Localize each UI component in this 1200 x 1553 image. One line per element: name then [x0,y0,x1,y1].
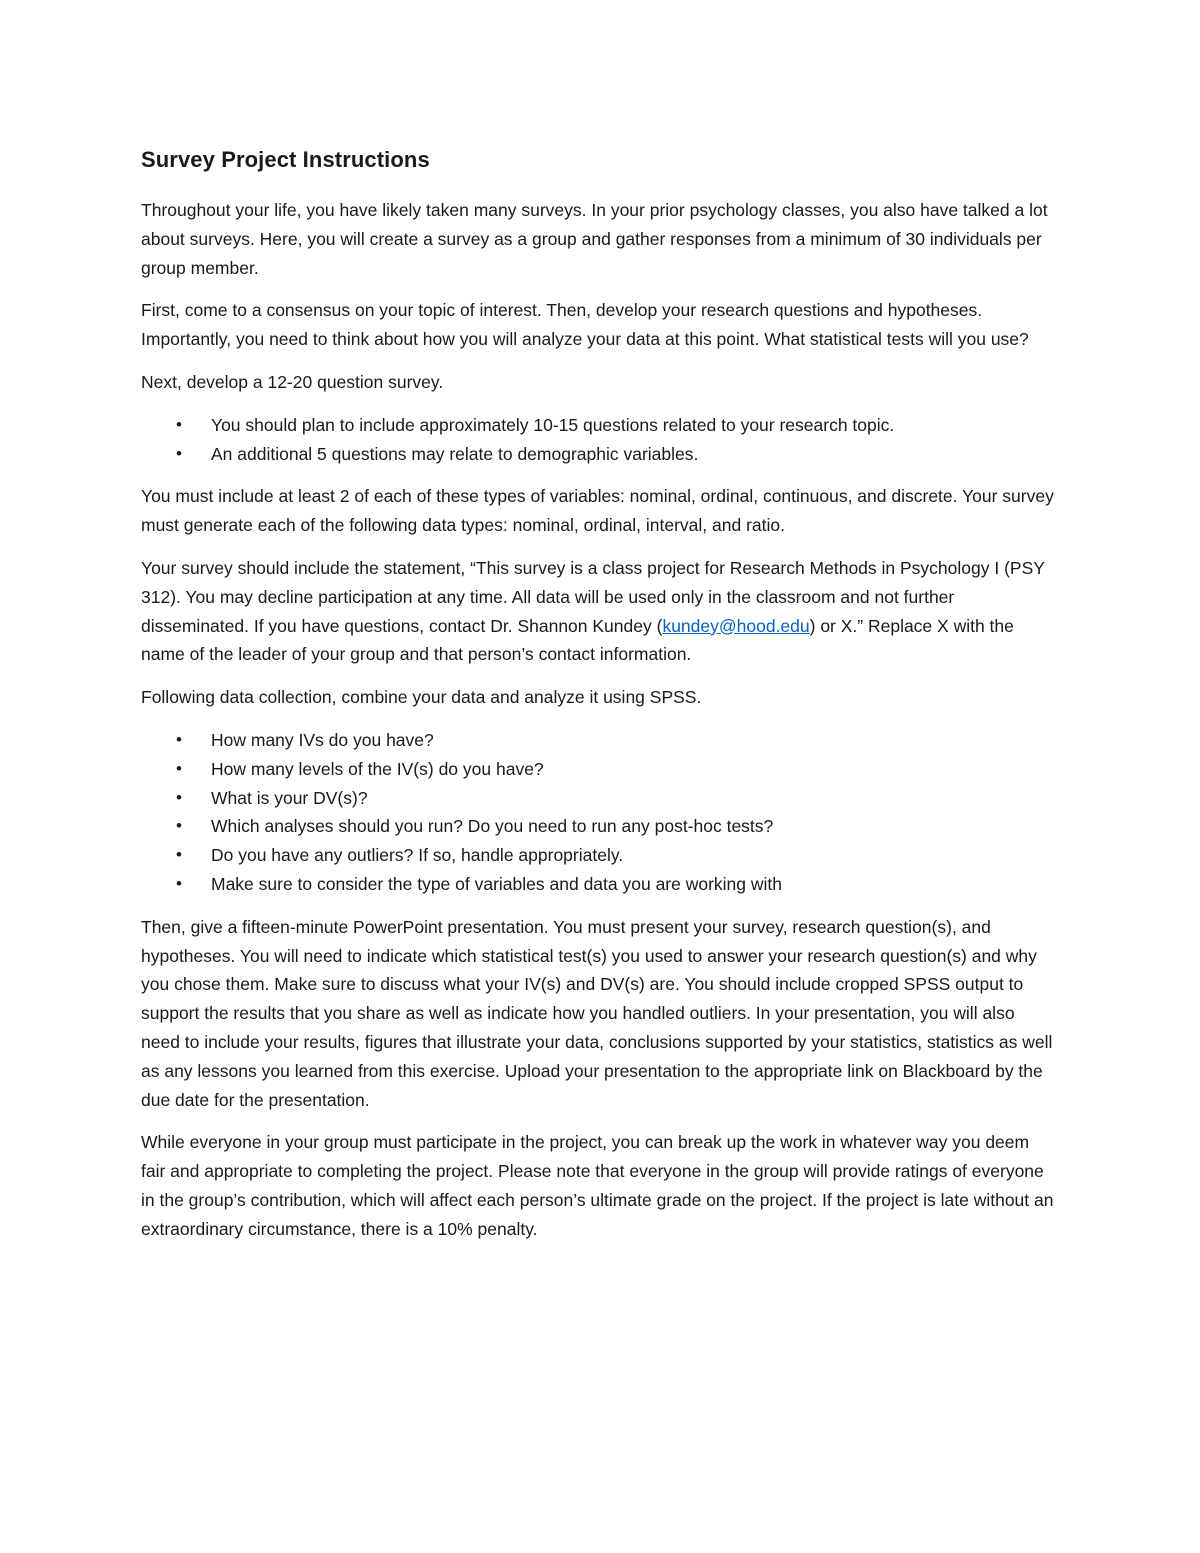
presentation-paragraph: Then, give a fifteen-minute PowerPoint presentation. You must present your survey, research question(s), and hypotheses. You will need to indicate which statistical test(s) you used to answer your research question(s) and why you chose them. Make sure to discuss what your IV(s) and DV(s) are. You should include cropped SPSS output to support the results that you share as well as indicate how you handled outliers. In your presentation, you will also need to include your results, figures that illustrate your data, conclusions supported by your statistics, statistics as well as any lessons you learned from this exercise. Upload your presentation to the appropriate link on Blackboard by the due date for the presentation. [141,916,1053,1110]
bullet-icon: • [176,873,182,893]
document-page [141,140,1056,1258]
bullet-icon: • [176,845,182,865]
following-paragraph: Following data collection, combine your data and analyze it using SPSS. [141,687,702,708]
email-link[interactable]: kundey@hood.edu [662,615,810,636]
first-paragraph: First, come to a consensus on your topic of interest. Then, develop your research questions and hypotheses. Importantly, you need to think about how you will analyze your data at this point. What statistical tests will you use? [141,300,1029,350]
list-item-text: Which analyses should you run? Do you need to run any post-hoc tests? [211,816,774,837]
bullet-icon: • [176,787,182,807]
list-item [141,841,1056,870]
list-item [141,440,1056,469]
list-item [141,870,1056,899]
bullet-icon: • [176,443,182,463]
bullet-icon: • [176,414,182,434]
list-item-text: Do you have any outliers? If so, handle appropriately. [211,845,624,866]
list-item [141,784,1056,813]
statement-text-part1: Your survey should include the statement, “This survey is a class project for Research Methods in Psychology I (PSY 312). You may decline participation at any time. All data will be used only in the classroom and not further disseminated. If you have questions, contact Dr. Shannon Kundey ( [141,557,1045,636]
statement-paragraph [141,554,1056,669]
bullet-icon: • [176,758,182,778]
next-paragraph: Next, develop a 12-20 question survey. [141,371,444,392]
list-item-text: How many levels of the IV(s) do you have? [211,758,544,779]
list-item-text: An additional 5 questions may relate to demographic variables. [211,443,699,464]
list-item-text: You should plan to include approximately 10-15 questions related to your research topic. [211,414,895,435]
intro-paragraph: Throughout your life, you have likely taken many surveys. In your prior psychology classes, you also have talked a lot about surveys. Here, you will create a survey as a group and gather responses from a minimum of 30 individuals per group member. [141,200,1048,278]
list-item [141,411,1056,440]
list-item-text: Make sure to consider the type of variables and data you are working with [211,873,783,894]
analysis-bullet-list [141,726,1056,899]
survey-bullet-list [141,411,1056,469]
variables-paragraph: You must include at least 2 of each of these types of variables: nominal, ordinal, continuous, and discrete. Your survey must generate each of the following data types: nominal, ordinal, interval, and ratio. [141,486,1054,536]
statement-text-part2: ) or X.” Replace X with the name of the leader of your group and that person’s contact information. [141,615,1014,665]
list-item [141,812,1056,841]
list-item [141,755,1056,784]
list-item-text: How many IVs do you have? [211,729,434,750]
list-item-text: What is your DV(s)? [211,787,368,808]
participation-paragraph: While everyone in your group must participate in the project, you can break up the work in whatever way you deem fair and appropriate to completing the project. Please note that everyone in the group will provide ratings of everyone in the group’s contribution, which will affect each person’s ultimate grade on the project. If the project is late without an extraordinary circumstance, there is a 10% penalty. [141,1132,1054,1239]
bullet-icon: • [176,816,182,836]
list-item [141,726,1056,755]
bullet-icon: • [176,729,182,749]
page-title: Survey Project Instructions [141,147,430,172]
